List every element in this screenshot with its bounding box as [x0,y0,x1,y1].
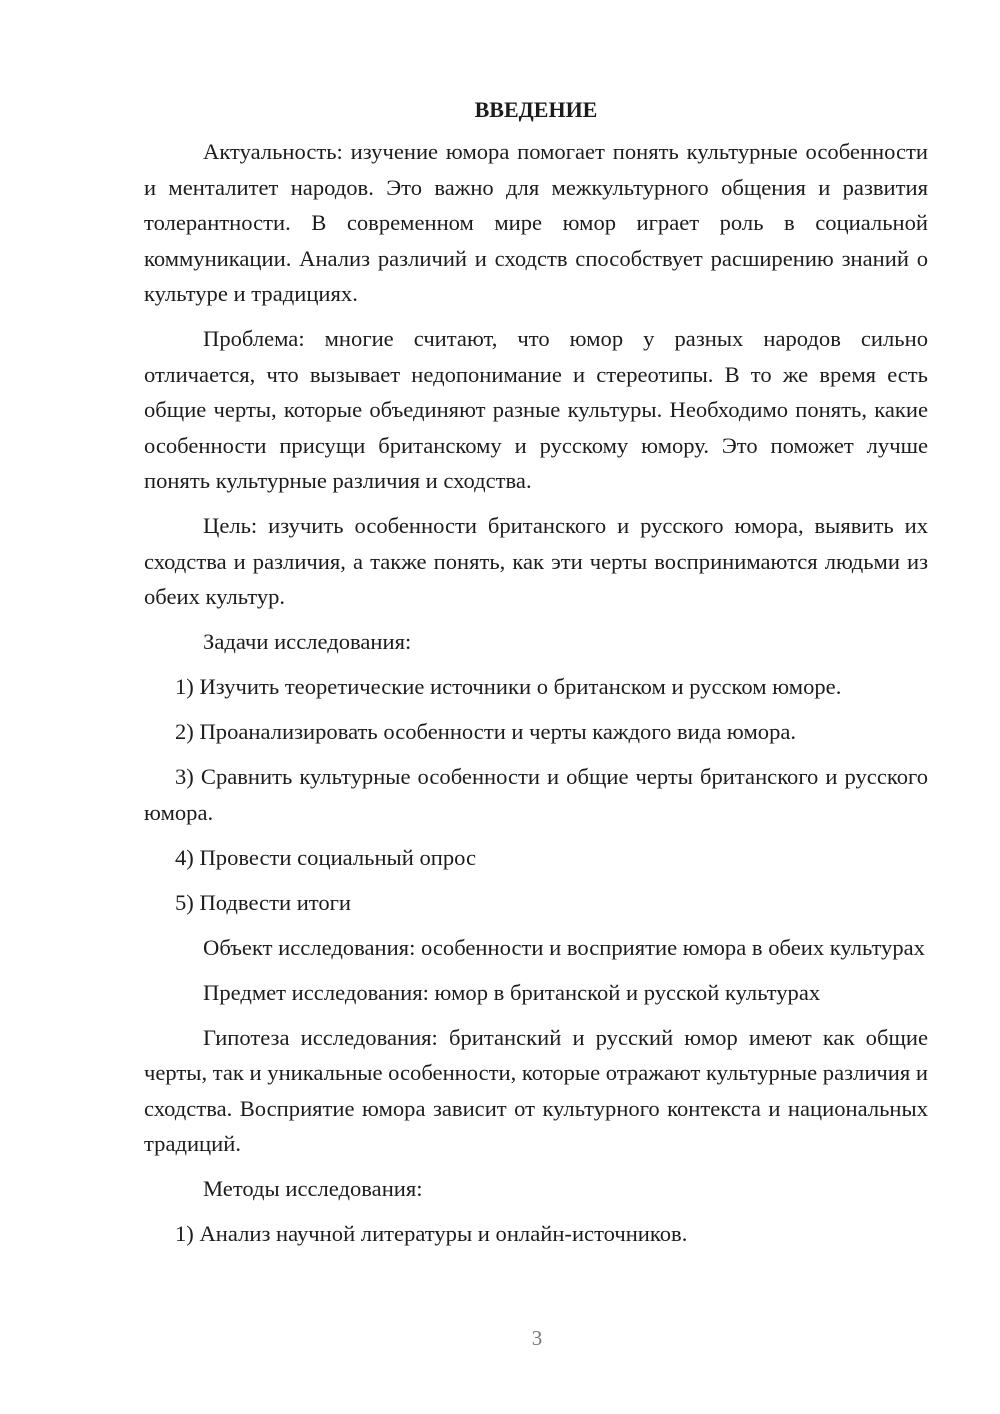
paragraph-problem: Проблема: многие считают, что юмор у разных народов сильно отличается, что вызывает недопонимание и стереотипы. В то же время есть общие черты, которые объединяют разные культуры. Необходимо понять, какие особенности присущи британскому и русскому юмору. Это поможет лучше понять культурные различия и сходства. [144,326,928,493]
page-number: 3 [531,1326,543,1350]
paragraph-goal: Цель: изучить особенности британского и русского юмора, выявить их сходства и различия, а также понять, как эти черты воспринимаются людьми из обеих культур. [144,513,928,609]
paragraph-relevance: Актуальность: изучение юмора помогает понять культурные особенности и менталитет народов. Это важно для межкультурного общения и развития толерантности. В современном мире юмор играет роль в социальной коммуникации. Анализ различий и сходств способствует расширению знаний о культуре и традициях. [144,139,928,306]
task-item-2: 2) Проанализировать особенности и черты каждого вида юмора. [175,719,797,744]
task-item-1: 1) Изучить теоретические источники о британском и русском юморе. [175,674,842,699]
method-item-1: 1) Анализ научной литературы и онлайн-источников. [175,1221,688,1246]
paragraph-tasks-heading: Задачи исследования: [203,629,412,654]
paragraph-object: Объект исследования: особенности и восприятие юмора в обеих культурах [203,934,925,960]
page-content [144,90,928,1261]
paragraph-hypothesis: Гипотеза исследования: британский и русский юмор имеют как общие черты, так и уникальные особенности, которые отражают культурные различия и сходства. Восприятие юмора зависит от культурного контекста и национальных традиций. [144,1024,928,1156]
task-item-4: 4) Провести социальный опрос [175,844,477,870]
section-title: ВВЕДЕНИЕ [474,97,598,122]
task-item-5: 5) Подвести итоги [175,889,352,915]
paragraph-methods-heading: Методы исследования: [203,1176,423,1201]
task-item-3: 3) Сравнить культурные особенности и общие черты британского и русского юмора. [144,764,928,825]
paragraph-subject: Предмет исследования: юмор в британской и русской культурах [203,979,821,1005]
